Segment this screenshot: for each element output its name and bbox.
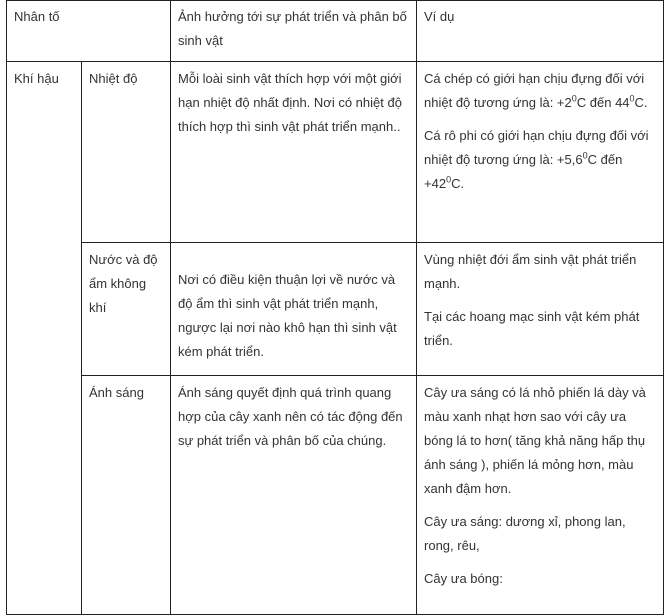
- example-water-2: Tại các hoang mạc sinh vật kém phát triển.: [424, 309, 640, 348]
- climate-label: Khí hậu: [14, 71, 59, 86]
- example-light-2: Cây ưa sáng: dương xỉ, phong lan, rong, rêu,: [424, 514, 626, 553]
- factor-water: Nước và độ ẩm không khí: [89, 252, 158, 315]
- ecology-factors-table: [6, 0, 664, 615]
- influence-cell-light: [171, 376, 417, 615]
- influence-cell-temperature: [171, 62, 417, 243]
- factor-cell-temperature: [82, 62, 171, 243]
- table-row-light: [7, 376, 664, 615]
- factor-light: Ánh sáng: [89, 385, 144, 400]
- example-water-1: Vùng nhiệt đới ẩm sinh vật phát triển mạnh.: [424, 252, 637, 291]
- example-cell-light: [417, 376, 664, 615]
- table-row-water: [7, 243, 664, 376]
- header-influence-cell: [171, 1, 417, 62]
- header-example-cell: [417, 1, 664, 62]
- example-tilapia: Cá rô phi có giới hạn chịu đựng đối với nhiệt độ tương ứng là: $+5,6^0C$ đến $+42^0C$.: [424, 128, 649, 191]
- influence-water: Nơi có điều kiện thuận lợi về nước và độ ẩm thì sinh vật phát triển mạnh, ngược lại nơi nào khô hạn thì sinh vật kém phát triển.: [178, 272, 397, 359]
- header-influence: Ảnh hưởng tới sự phát triển và phân bố sinh vật: [178, 9, 407, 48]
- factor-cell-water: [82, 243, 171, 376]
- influence-cell-water: [171, 243, 417, 376]
- example-light-1: Cây ưa sáng có lá nhỏ phiến lá dày và màu xanh nhạt hơn sao với cây ưa bóng lá to hơn( tăng khả năng hấp thụ ánh sáng ), phiến lá mỏng hơn, màu xanh đậm hơn.: [424, 385, 646, 496]
- influence-light: Ánh sáng quyết định quá trình quang hợp của cây xanh nên có tác động đến sự phát triển và phân bố của chúng.: [178, 385, 403, 448]
- example-carp: Cá chép có giới hạn chịu đựng đối với nhiệt độ tương ứng là: $+2^0C$ đến $44^0C$.: [424, 71, 648, 110]
- example-cell-water: [417, 243, 664, 376]
- factor-temperature: Nhiệt độ: [89, 71, 138, 86]
- factor-cell-light: [82, 376, 171, 615]
- header-factor: Nhân tố: [14, 9, 60, 24]
- example-light-3: Cây ưa bóng:: [424, 571, 503, 586]
- table-header-row: [7, 1, 664, 62]
- header-factor-cell: [7, 1, 171, 62]
- example-cell-temperature: [417, 62, 664, 243]
- influence-temperature: Mỗi loài sinh vật thích hợp với một giới hạn nhiệt độ nhất định. Nơi có nhiệt độ thích hợp thì sinh vật phát triển mạnh..: [178, 71, 402, 134]
- header-example: Ví dụ: [424, 9, 455, 24]
- table-row-temperature: [7, 62, 664, 243]
- climate-cell: [7, 62, 82, 615]
